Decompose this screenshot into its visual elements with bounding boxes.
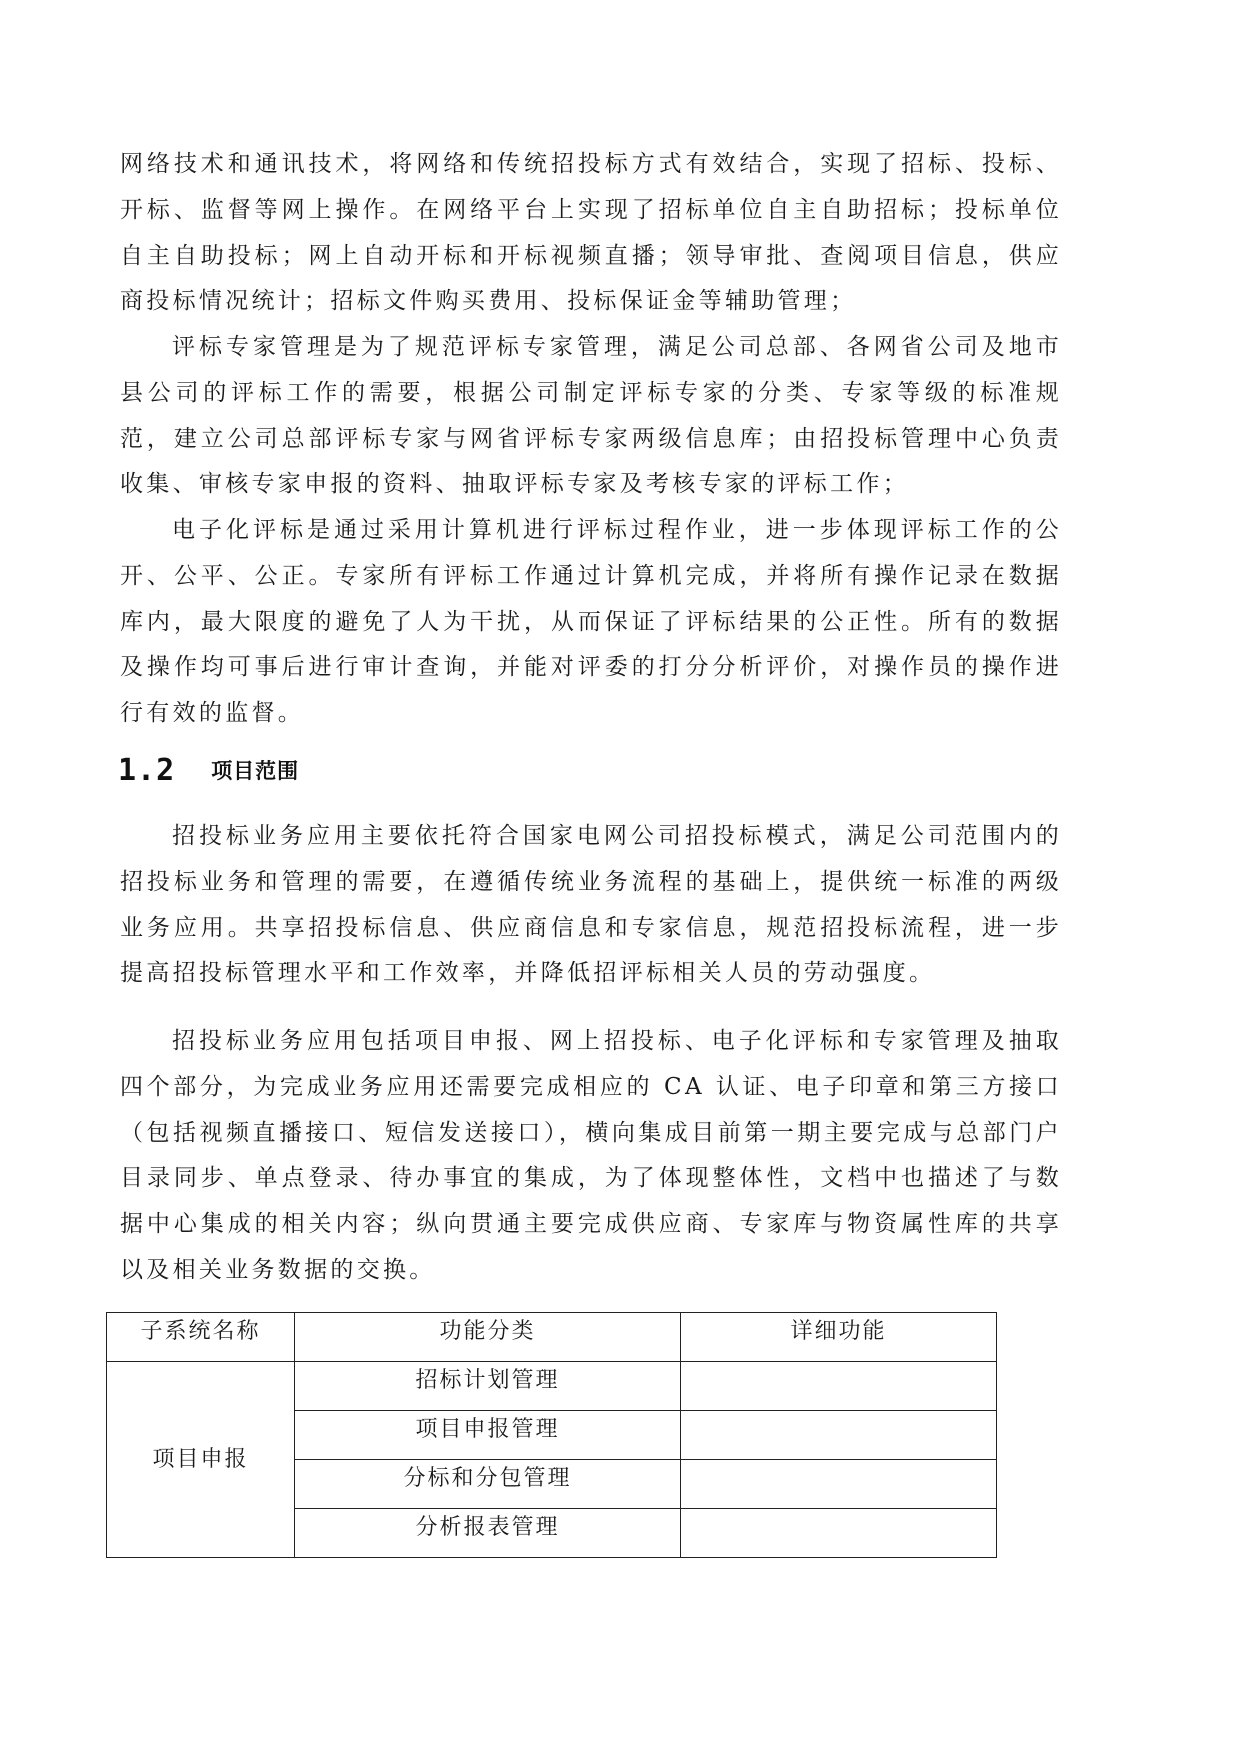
header-function-category: 功能分类 bbox=[295, 1313, 681, 1362]
paragraph-expert-management: 评标专家管理是为了规范评标专家管理，满足公司总部、各网省公司及地市县公司的评标工作的需要，根据公司制定评标专家的分类、专家等级的标准规范，建立公司总部评标专家与网省评标专家两级信息库；由招投标管理中心负责收集、审核专家申报的资料、抽取评标专家及考核专家的评标工作； bbox=[120, 334, 1062, 498]
detail-cell bbox=[681, 1509, 997, 1558]
table-header-row bbox=[107, 1313, 997, 1362]
header-detailed-function: 详细功能 bbox=[681, 1313, 997, 1362]
paragraph-scope-components: 招投标业务应用包括项目申报、网上招投标、电子化评标和专家管理及抽取四个部分，为完成业务应用还需要完成相应的 CA 认证、电子印章和第三方接口（包括视频直播接口、短信发送接口），横向集成目前第一期主要完成与总部门户目录同步、单点登录、待办事宜的集成，为了体现整体性，文档中也描述了与数据中心集成的相关内容；纵向贯通主要完成供应商、专家库与物资属性库的共享以及相关业务数据的交换。 bbox=[120, 1028, 1062, 1283]
subsystem-cell: 项目申报 bbox=[107, 1362, 295, 1558]
function-cell: 项目申报管理 bbox=[295, 1411, 681, 1460]
detail-cell bbox=[681, 1362, 997, 1411]
paragraph-online-bidding: 网络技术和通讯技术，将网络和传统招投标方式有效结合，实现了招标、投标、开标、监督等网上操作。在网络平台上实现了招标单位自主自助招标；投标单位自主自助投标；网上自动开标和开标视频直播；领导审批、查阅项目信息，供应商投标情况统计；招标文件购买费用、投标保证金等辅助管理； bbox=[120, 151, 1062, 315]
paragraph-electronic-evaluation: 电子化评标是通过采用计算机进行评标过程作业，进一步体现评标工作的公开、公平、公正。专家所有评标工作通过计算机完成，并将所有操作记录在数据库内，最大限度的避免了人为干扰，从而保证了评标结果的公正性。所有的数据及操作均可事后进行审计查询，并能对评委的打分分析评价，对操作员的操作进行有效的监督。 bbox=[120, 517, 1062, 727]
header-subsystem-name: 子系统名称 bbox=[107, 1313, 295, 1362]
function-table bbox=[106, 1312, 997, 1558]
function-cell: 分析报表管理 bbox=[295, 1509, 681, 1558]
function-cell: 招标计划管理 bbox=[295, 1362, 681, 1411]
detail-cell bbox=[681, 1411, 997, 1460]
function-cell: 分标和分包管理 bbox=[295, 1460, 681, 1509]
section-heading bbox=[118, 748, 299, 792]
section-number: 1.2 bbox=[118, 752, 176, 788]
section-title: 项目范围 bbox=[211, 759, 300, 783]
detail-cell bbox=[681, 1460, 997, 1509]
paragraph-scope-overview: 招投标业务应用主要依托符合国家电网公司招投标模式，满足公司范围内的招投标业务和管理的需要，在遵循传统业务流程的基础上，提供统一标准的两级业务应用。共享招投标信息、供应商信息和专家信息，规范招投标流程，进一步提高招投标管理水平和工作效率，并降低招评标相关人员的劳动强度。 bbox=[120, 823, 1062, 987]
table-row bbox=[107, 1362, 997, 1411]
